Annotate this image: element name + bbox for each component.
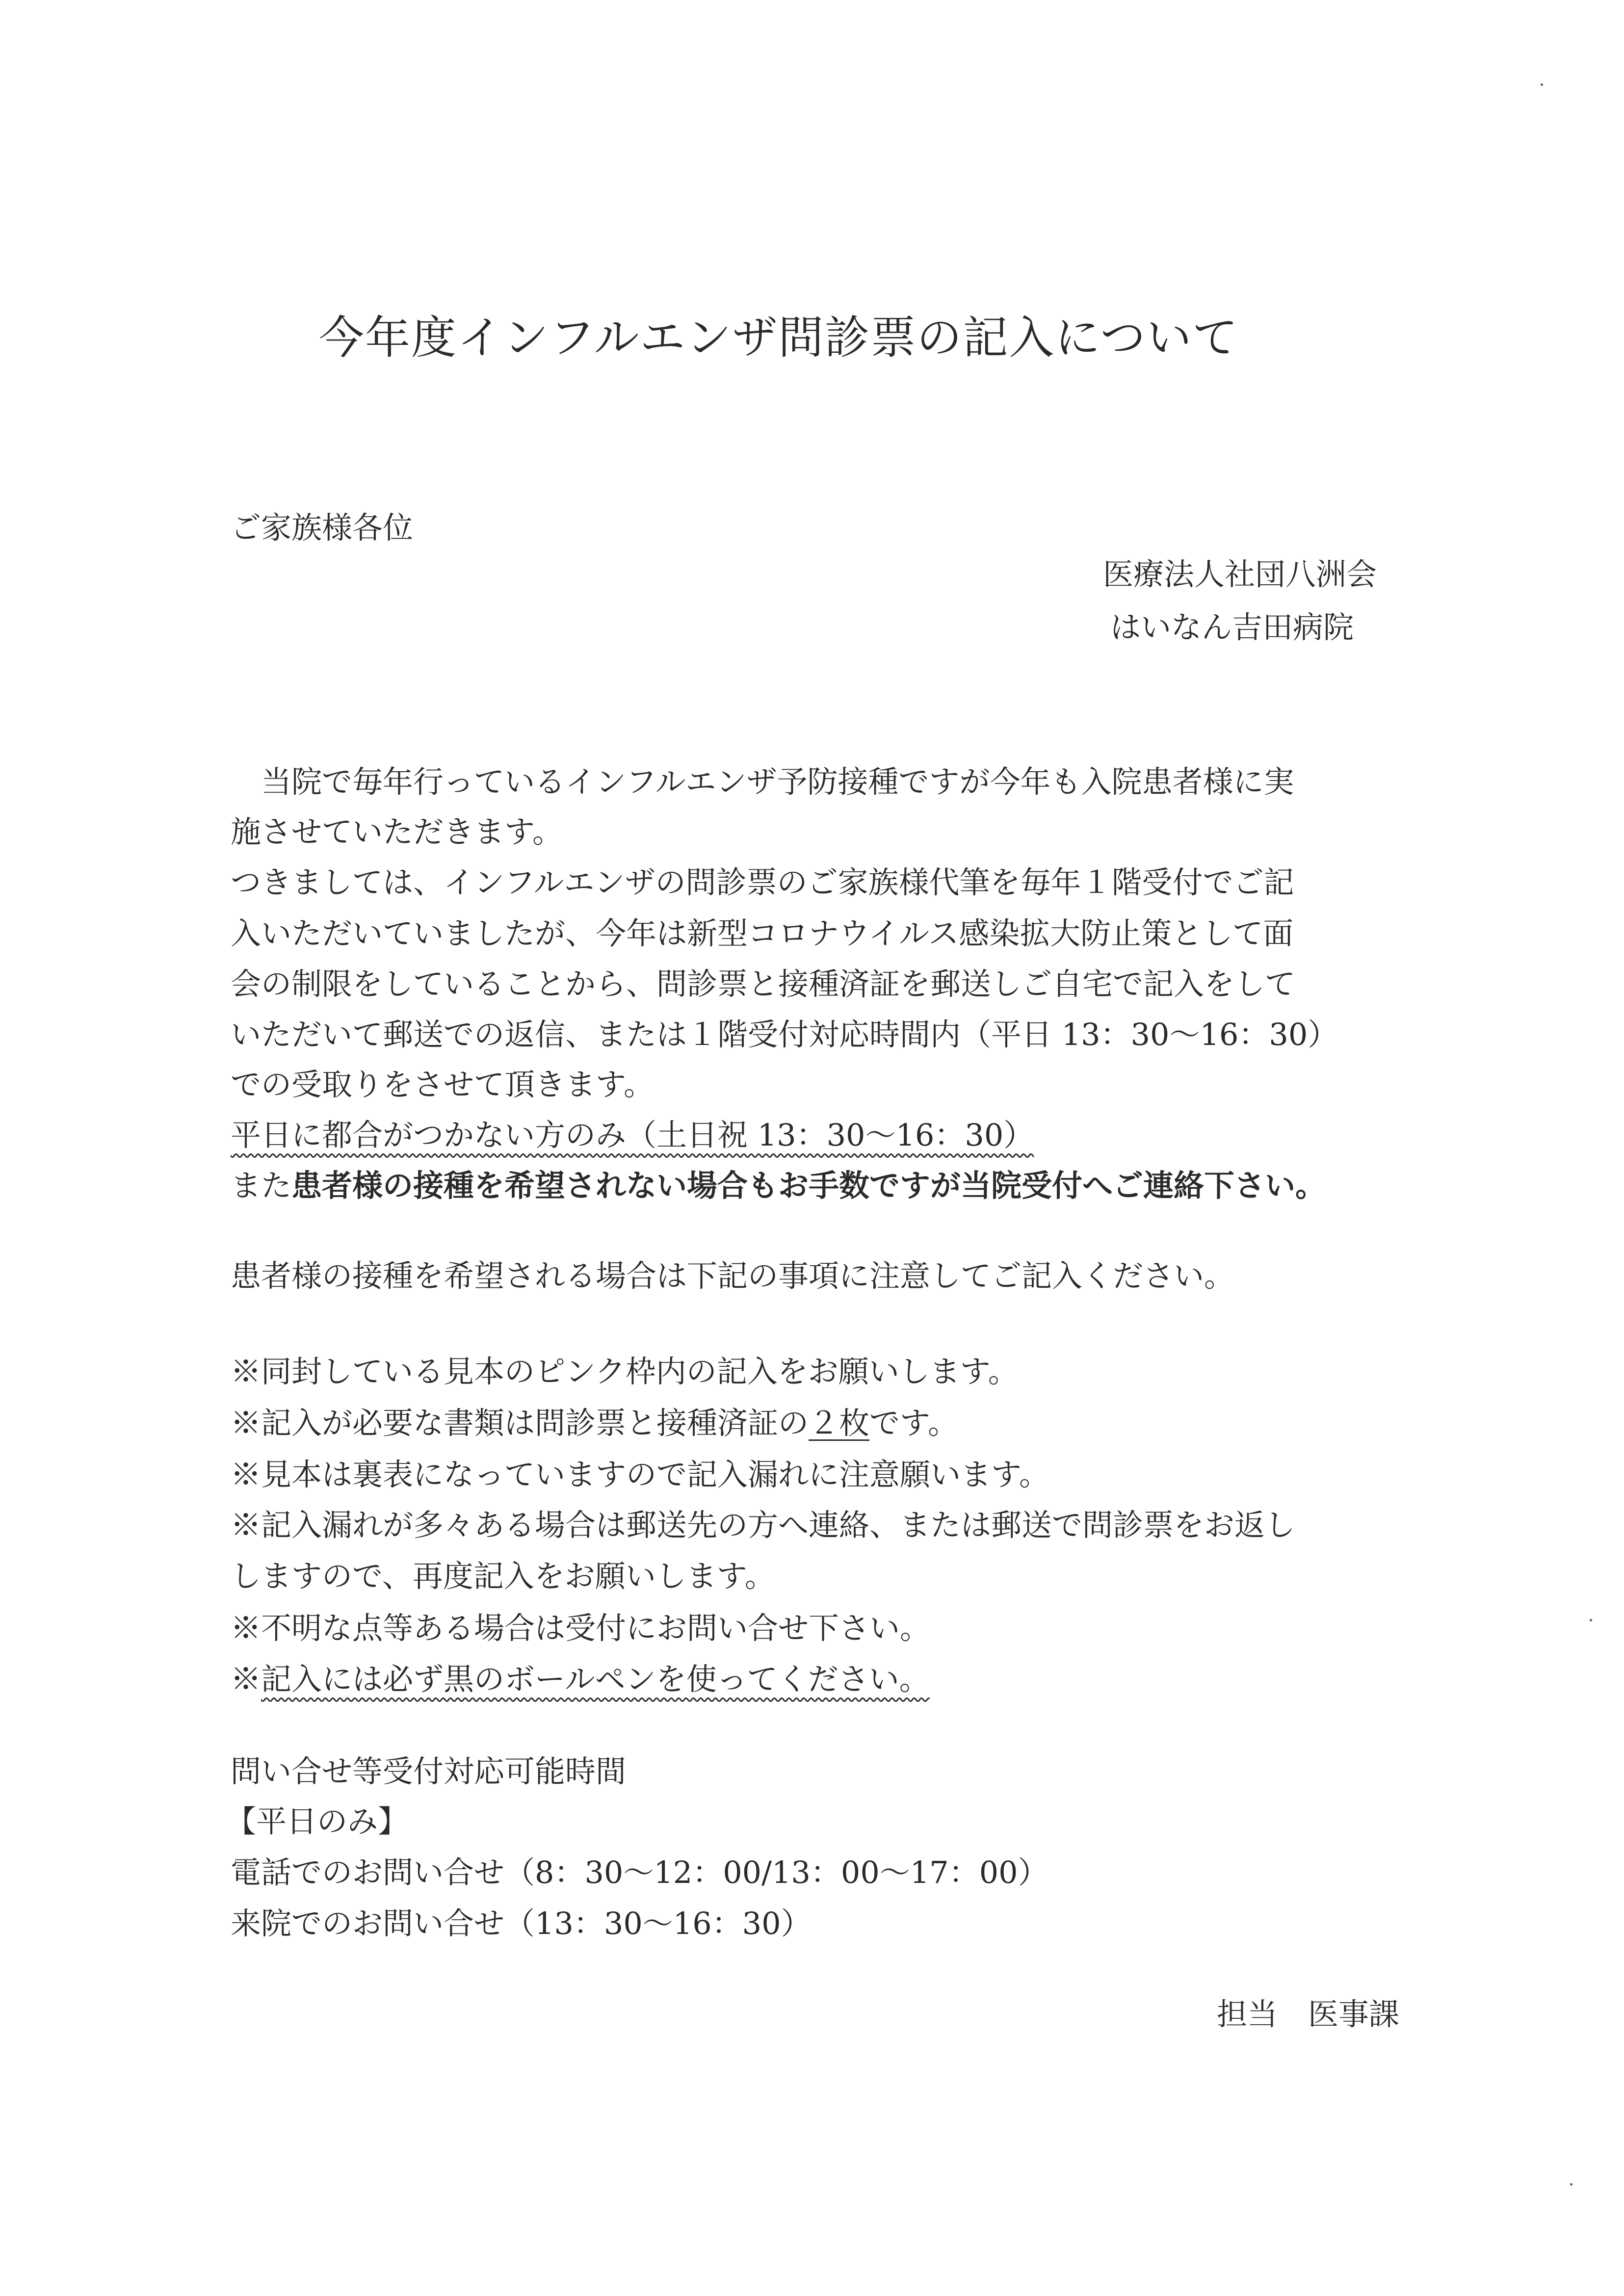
- weekday-note: [231, 1117, 1034, 1153]
- contact-heading: 問い合せ等受付対応可能時間: [231, 1753, 627, 1789]
- body-line: 当院で毎年行っているインフルエンザ予防接種ですが今年も入院患者様に実: [231, 764, 1294, 800]
- body-line: つきましては、インフルエンザの問診票のご家族様代筆を毎年１階受付でご記: [231, 864, 1294, 900]
- contact-phone: 電話でのお問い合せ（8：30～12：00/13：00～17：00）: [231, 1854, 1048, 1890]
- document-title: 今年度インフルエンザ問診票の記入について: [319, 312, 1239, 364]
- body-line: での受取りをさせて頂きます。: [231, 1067, 655, 1102]
- note-item: しますので、再度記入をお願いします。: [231, 1558, 775, 1594]
- note-item: ※不明な点等ある場合は受付にお問い合せ下さい。: [231, 1610, 931, 1646]
- scan-speck: [1541, 83, 1543, 86]
- scan-speck: [1570, 2183, 1572, 2186]
- sender-organization: 医療法人社団八洲会: [1103, 556, 1377, 592]
- sender-hospital: はいなん吉田病院: [1110, 609, 1354, 645]
- note-underlined: ２枚: [809, 1405, 870, 1441]
- weekday-note-text: 平日に都合がつかない方のみ（土日祝 13：30～16：30）: [231, 1117, 1034, 1153]
- note-item: [231, 1405, 959, 1441]
- note-item: ※同封している見本のピンク枠内の記入をお願いします。: [231, 1354, 1019, 1389]
- note-item: ※見本は裏表になっていますので記入漏れに注意願います。: [231, 1457, 1050, 1492]
- instruction: 患者様の接種を希望される場合は下記の事項に注意してご記入ください。: [231, 1258, 1235, 1294]
- body-line: 施させていただきます。: [231, 814, 563, 850]
- addressee: ご家族様各位: [231, 510, 414, 546]
- footer-department: 担当 医事課: [1217, 1996, 1400, 2032]
- note-item: ※記入漏れが多々ある場合は郵送先の方へ連絡、または郵送で問診票をお返し: [231, 1507, 1296, 1543]
- scan-speck: [1590, 1619, 1592, 1621]
- contact-weekday-only: 【平日のみ】: [226, 1803, 409, 1839]
- note-item: [231, 1661, 930, 1697]
- body-line: いただいて郵送での返信、または１階受付対応時間内（平日 13：30～16：30）: [231, 1017, 1338, 1052]
- decline-note: [231, 1168, 1326, 1203]
- note-wavy: 記入には必ず黒のボールペンを使ってください。: [261, 1661, 930, 1697]
- contact-visit: 来院でのお問い合せ（13：30～16：30）: [231, 1905, 812, 1941]
- note-text: ※: [231, 1661, 262, 1697]
- note-text: です。: [869, 1405, 959, 1441]
- body-line: 入いただいていましたが、今年は新型コロナウイルス感染拡大防止策として面: [231, 915, 1294, 951]
- decline-emphasis: 患者様の接種を希望されない場合もお手数ですが当院受付へご連絡下さい。: [291, 1168, 1326, 1203]
- decline-prefix: また: [231, 1168, 292, 1203]
- note-text: ※記入が必要な書類は問診票と接種済証の: [231, 1405, 809, 1441]
- body-line: 会の制限をしていることから、問診票と接種済証を郵送しご自宅で記入をして: [231, 966, 1296, 1002]
